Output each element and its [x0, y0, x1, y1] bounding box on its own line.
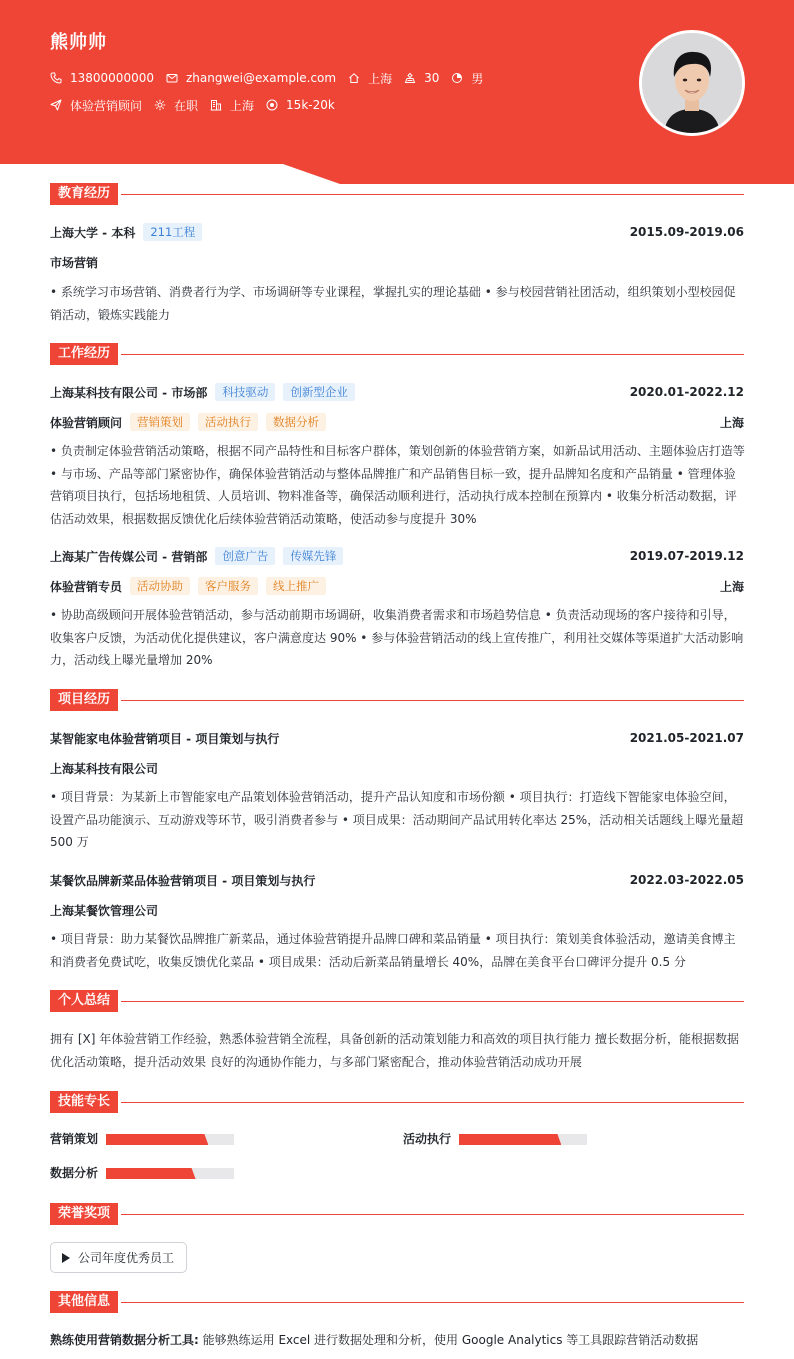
major: 市场营销 [50, 255, 99, 270]
email-item [166, 71, 336, 85]
position-tag: 营销策划 [130, 413, 190, 431]
avatar-photo [642, 33, 742, 133]
work-date: 2019.07-2019.12 [629, 549, 744, 563]
project-org: 上海某餐饮管理公司 [50, 903, 159, 918]
salary-item [266, 98, 335, 112]
section-divider [121, 700, 744, 701]
project-date: 2022.03-2022.05 [629, 873, 744, 887]
section-skills [50, 1091, 118, 1113]
project-org: 上海某科技有限公司 [50, 761, 159, 776]
work-position-row [50, 413, 744, 431]
award-item[interactable] [50, 1242, 187, 1273]
position-tag: 线上推广 [266, 577, 326, 595]
project-name: 某智能家电体验营销项目 - 项目策划与执行 [50, 731, 280, 746]
section-work [50, 343, 118, 365]
skill-level-fill [459, 1134, 561, 1145]
work-location: 上海 [719, 579, 744, 594]
project-org-row [50, 759, 744, 777]
education-date: 2015.09-2019.06 [629, 225, 744, 239]
section-title-other: 其他信息 [50, 1291, 118, 1313]
phone-item [50, 71, 154, 85]
company-name: 上海某科技有限公司 - 市场部 [50, 385, 208, 400]
location-item [348, 70, 392, 87]
work-location: 上海 [719, 415, 744, 430]
section-education [50, 183, 118, 205]
position-tag: 数据分析 [266, 413, 326, 431]
position-tag: 活动执行 [198, 413, 258, 431]
section-divider [121, 1214, 744, 1215]
section-awards [50, 1203, 118, 1225]
money-icon [266, 99, 278, 111]
gear-icon [154, 99, 166, 111]
school-tag: 211工程 [143, 223, 202, 241]
gender-icon [451, 72, 463, 84]
company-tag: 创意广告 [215, 547, 275, 565]
work-company-row [50, 547, 744, 565]
skill-name: 活动执行 [403, 1132, 452, 1146]
school-name: 上海大学 - 本科 [50, 225, 136, 240]
work-description: • 协助高级顾问开展体验营销活动，参与活动前期市场调研，收集消费者需求和市场趋势信息 • 负责活动现场的客户接待和引导，收集客户反馈，为活动优化提供建议，客户满意度达 90% • 参与体验营销活动的线上宣传推广，利用社交媒体等渠道扩大活动影响力，活动线上曝光量增加 20% [50, 608, 744, 667]
candidate-name: 熊帅帅 [50, 32, 107, 53]
salary-text: 15k-20k [286, 98, 335, 112]
company-tag: 科技驱动 [215, 383, 275, 401]
summary-text: 拥有 [X] 年体验营销工作经验，熟悉体验营销全流程，具备创新的活动策划能力和高效的项目执行能力 擅长数据分析，能根据数据优化活动策略，提升活动效果 良好的沟通协作能力，与多部门紧密配合，推动体验营销活动成功开展 [50, 1032, 740, 1069]
phone-icon [50, 72, 62, 84]
status-text: 在职 [174, 98, 199, 113]
skill-bar [459, 1134, 587, 1145]
status-item [154, 97, 198, 114]
company-name: 上海某广告传媒公司 - 营销部 [50, 549, 208, 564]
section-divider [121, 1302, 744, 1303]
job-target-item [50, 97, 142, 114]
gender-item [451, 70, 483, 87]
other-text: 能够熟练运用 Excel 进行数据处理和分析，使用 Google Analytics 等工具跟踪营销活动数据 [202, 1333, 699, 1347]
section-title-work: 工作经历 [50, 343, 118, 365]
company-tag: 传媒先锋 [283, 547, 343, 565]
home-icon [348, 72, 360, 84]
work-description: • 负责制定体验营销活动策略，根据不同产品特性和目标客户群体，策划创新的体验营销方案，如新品试用活动、主题体验店打造等 • 与市场、产品等部门紧密协作，确保体验营销活动与整体品牌推广和产品销售目标一致，提升品牌知名度和产品销量 • 管理体验营销项目执行，包括场地租赁、人员培训、物料准备等，确保活动顺利进行，活动执行成本控制在预算内 • 收集分析活动数据，评估活动效果，根据数据反馈优化后续体验营销活动策略，使活动参与度提升 30% [50, 444, 745, 526]
project-name: 某餐饮品牌新菜品体验营销项目 - 项目策划与执行 [50, 873, 316, 888]
award-label: 公司年度优秀员工 [78, 1251, 175, 1265]
skill-level-fill [106, 1168, 196, 1179]
age-item [404, 71, 439, 85]
triangle-right-icon [62, 1253, 70, 1263]
section-title-education: 教育经历 [50, 183, 118, 205]
section-title-projects: 项目经历 [50, 689, 118, 711]
project-description: • 项目背景：助力某餐饮品牌推广新菜品，通过体验营销提升品牌口碑和菜品销量 • 项目执行：策划美食体验活动，邀请美食博主和消费者免费试吃，收集反馈优化菜品 • 项目成果：活动后新菜品销量增长 40%，品牌在美食平台口碑评分提升 0.5 分 [50, 932, 736, 969]
section-divider [121, 354, 744, 355]
project-org-row [50, 901, 744, 919]
city-text: 上海 [230, 98, 255, 113]
project-row [50, 729, 744, 747]
position-name: 体验营销顾问 [50, 415, 123, 430]
skill-bar [106, 1168, 234, 1179]
city-item [210, 97, 254, 114]
age-text: 30 [424, 71, 440, 85]
work-company-row [50, 383, 744, 401]
send-icon [50, 99, 62, 111]
work-date: 2020.01-2022.12 [629, 385, 744, 399]
email-text: zhangwei@example.com [185, 71, 337, 85]
mail-icon [166, 72, 178, 84]
project-row [50, 871, 744, 889]
user-icon [404, 72, 416, 84]
skill-level-fill [106, 1134, 208, 1145]
section-title-skills: 技能专长 [50, 1091, 118, 1113]
position-tag: 客户服务 [198, 577, 258, 595]
section-divider [121, 1001, 744, 1002]
education-item [50, 223, 744, 241]
company-tag: 创新型企业 [283, 383, 355, 401]
section-divider [121, 194, 744, 195]
work-position-row [50, 577, 744, 595]
contact-row [50, 70, 495, 86]
job-intent-row [50, 97, 347, 113]
position-tag: 活动协助 [130, 577, 190, 595]
phone-text: 13800000000 [70, 71, 154, 85]
section-projects [50, 689, 118, 711]
project-description: • 项目背景：为某新上市智能家电产品策划体验营销活动，提升产品认知度和市场份额 • 项目执行：打造线下智能家电体验空间，设置产品功能演示、互动游戏等环节，吸引消费者参与 • 项目成果：活动期间产品试用转化率达 25%，活动相关话题线上曝光量超 500 万 [50, 790, 744, 849]
section-other [50, 1291, 118, 1313]
other-info [50, 1331, 698, 1348]
skill-name: 营销策划 [50, 1132, 99, 1146]
avatar [639, 30, 745, 136]
section-title-awards: 荣誉奖项 [50, 1203, 118, 1225]
skill-name: 数据分析 [50, 1166, 99, 1180]
gender-text: 男 [471, 71, 484, 86]
building-icon [210, 99, 222, 111]
other-label: 熟练使用营销数据分析工具: [50, 1333, 199, 1347]
section-title-summary: 个人总结 [50, 990, 118, 1012]
section-summary [50, 990, 118, 1012]
location-text: 上海 [368, 71, 393, 86]
position-name: 体验营销专员 [50, 579, 123, 594]
education-major-row [50, 253, 744, 271]
skill-bar [106, 1134, 234, 1145]
job-target-text: 体验营销顾问 [70, 98, 143, 113]
project-date: 2021.05-2021.07 [629, 731, 744, 745]
education-description: • 系统学习市场营销、消费者行为学、市场调研等专业课程，掌握扎实的理论基础 • 参与校园营销社团活动，组织策划小型校园促销活动，锻炼实践能力 [50, 285, 736, 322]
section-divider [121, 1102, 744, 1103]
resume-header [0, 0, 794, 184]
